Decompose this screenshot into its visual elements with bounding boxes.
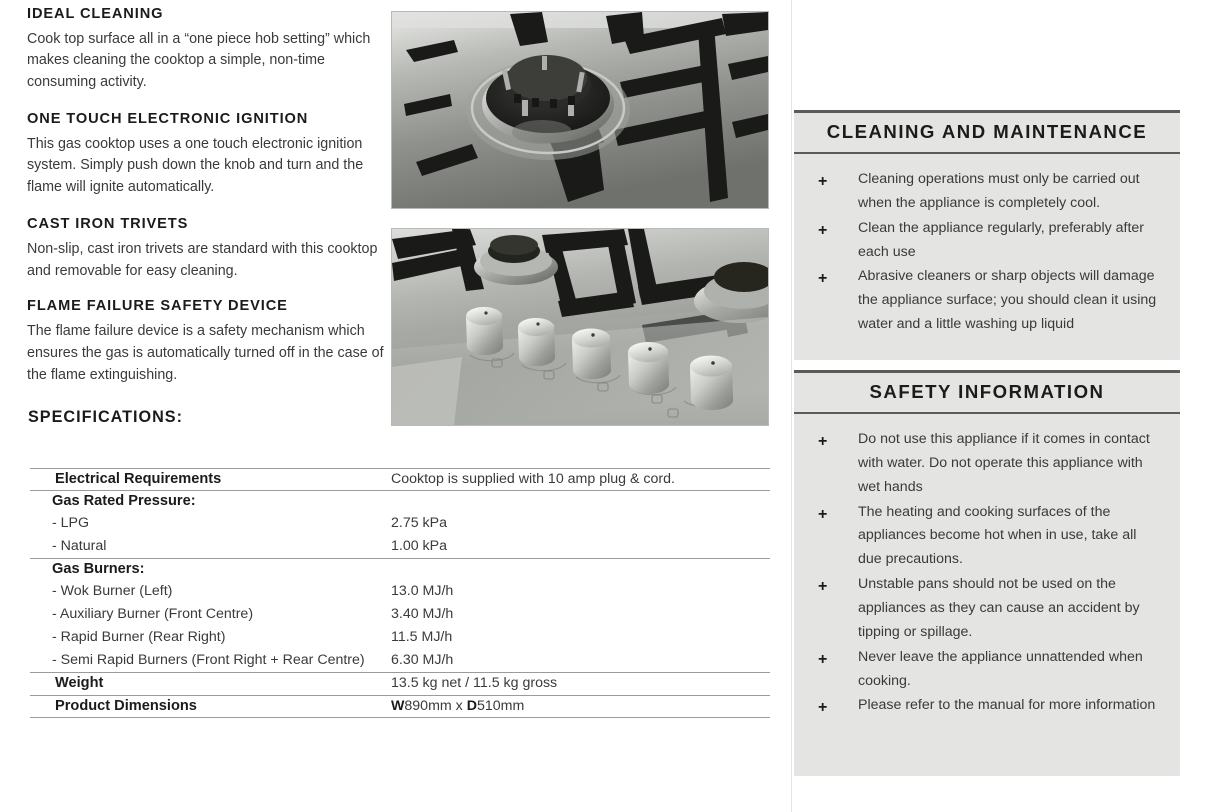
feature-body: Cook top surface all in a “one piece hob setting” which makes cleaning the cooktop a simple, non-time consuming activity.	[27, 30, 371, 91]
spec-label: Product Dimensions	[55, 697, 197, 714]
panel-header-title: SAFETY INFORMATION	[869, 381, 1105, 403]
table-row	[30, 673, 770, 695]
spec-value-cell	[390, 559, 770, 673]
spec-sub-value: 1.00 kPa	[391, 538, 448, 555]
feature-body: The flame failure device is a safety mechanism which ensures the gas is automatically turned off in the case of the flame extinguishing.	[27, 322, 384, 383]
feature-block	[27, 111, 387, 199]
spec-group-label: Gas Burners:	[52, 561, 145, 578]
plus-icon: +	[818, 578, 828, 596]
feature-title: IDEAL CLEANING	[27, 6, 164, 22]
spec-sub-label: - Semi Rapid Burners (Front Right + Rear Centre)	[52, 652, 365, 669]
spec-sub-label: - Wok Burner (Left)	[52, 583, 173, 600]
safety-information-panel	[794, 370, 1180, 776]
list-item-text: Never leave the appliance unnattended when cooking.	[858, 648, 1143, 689]
features-column	[27, 0, 387, 427]
spec-label: Weight	[55, 675, 104, 692]
spec-sub-label: - Auxiliary Burner (Front Centre)	[52, 606, 254, 623]
panel-item-list	[794, 154, 1180, 360]
list-item	[818, 265, 1164, 337]
feature-body: This gas cooktop uses a one touch electronic ignition system. Simply push down the knob and turn and the flame will ignite automatically.	[27, 135, 364, 196]
list-item-text: Unstable pans should not be used on the appliances as they can cause an accident by tipping or spillage.	[858, 576, 1140, 640]
list-item-text: Clean the appliance regularly, preferably after each use	[858, 219, 1145, 260]
cooktop-wok-burner-closeup-image	[391, 11, 769, 209]
spec-value-cell	[390, 673, 770, 695]
feature-block	[27, 298, 387, 386]
spec-label: Electrical Requirements	[55, 471, 222, 487]
spacer	[390, 491, 770, 512]
panel-header	[794, 110, 1180, 154]
list-item	[818, 428, 1164, 500]
spec-value: Cooktop is supplied with 10 amp plug & cord.	[391, 471, 675, 487]
spec-sub-value: 13.0 MJ/h	[391, 583, 454, 600]
table-row	[30, 491, 770, 559]
feature-title: ONE TOUCH ELECTRONIC IGNITION	[27, 111, 309, 128]
list-spacer	[818, 723, 1164, 753]
cooktop-control-knobs-image	[391, 228, 769, 426]
spec-sub-label: - Rapid Burner (Rear Right)	[52, 629, 226, 646]
spec-value: W890mm x D510mm	[391, 697, 525, 714]
feature-block	[27, 216, 387, 282]
spec-label-cell	[30, 695, 390, 717]
spec-sub-label: - LPG	[52, 515, 90, 532]
table-row	[30, 559, 770, 673]
spec-value: 13.5 kg net / 11.5 kg gross	[391, 675, 558, 692]
feature-body: Non-slip, cast iron trivets are standard with this cooktop and removable for easy cleaning.	[27, 240, 378, 279]
list-item-text: Abrasive cleaners or sharp objects will damage the appliance surface; you should clean it using water and a little washing up liquid	[858, 268, 1157, 333]
plus-icon: +	[818, 173, 828, 190]
spec-label-cell	[30, 673, 390, 695]
spec-label-cell	[30, 491, 390, 559]
list-item	[818, 646, 1164, 694]
feature-block	[27, 6, 387, 94]
spec-value-cell	[390, 491, 770, 559]
list-item-text: Cleaning operations must only be carried out when the appliance is completely cool.	[858, 171, 1140, 211]
list-item	[818, 168, 1164, 216]
spec-value-cell	[390, 469, 770, 491]
specifications-table	[30, 468, 770, 718]
info-panels-column	[794, 110, 1180, 776]
spec-label-cell	[30, 559, 390, 673]
table-row	[30, 469, 770, 491]
list-item-text: Do not use this appliance if it comes in contact with water. Do not operate this appliance with wet hands	[858, 431, 1150, 495]
specifications-heading: SPECIFICATIONS:	[28, 408, 183, 427]
list-item	[818, 217, 1164, 265]
dimension-axis-label: D	[466, 697, 477, 714]
spec-sub-value: 11.5 MJ/h	[391, 629, 453, 646]
table-row	[30, 695, 770, 717]
cleaning-and-maintenance-panel	[794, 110, 1180, 360]
plus-icon: +	[818, 433, 828, 451]
list-item	[818, 573, 1164, 645]
spec-sub-label: - Natural	[52, 538, 107, 555]
plus-icon: +	[818, 505, 828, 523]
list-item	[818, 501, 1164, 573]
list-item	[818, 694, 1164, 722]
spec-sub-value: 3.40 MJ/h	[391, 606, 454, 623]
column-divider	[791, 0, 792, 812]
spec-value-cell	[390, 695, 770, 717]
list-item-text: The heating and cooking surfaces of the appliances become hot when in use, take all due precautions.	[858, 503, 1137, 568]
plus-icon: +	[818, 221, 828, 239]
spec-sub-value: 2.75 kPa	[391, 515, 448, 532]
spec-group-label: Gas Rated Pressure:	[52, 493, 196, 510]
plus-icon: +	[818, 699, 828, 717]
plus-icon: +	[818, 270, 828, 288]
dimension-axis-label: W	[391, 697, 405, 714]
feature-title: CAST IRON TRIVETS	[27, 216, 189, 233]
list-item-text: Please refer to the manual for more information	[858, 697, 1156, 714]
panel-header	[794, 370, 1180, 414]
panel-item-list	[794, 414, 1180, 776]
plus-icon: +	[818, 650, 828, 668]
spec-label-cell	[30, 469, 390, 491]
spacer	[390, 559, 770, 580]
panel-header-title: CLEANING AND MAINTENANCE	[826, 121, 1148, 142]
feature-title: FLAME FAILURE SAFETY DEVICE	[27, 298, 288, 315]
spec-sub-value: 6.30 MJ/h	[391, 652, 454, 669]
